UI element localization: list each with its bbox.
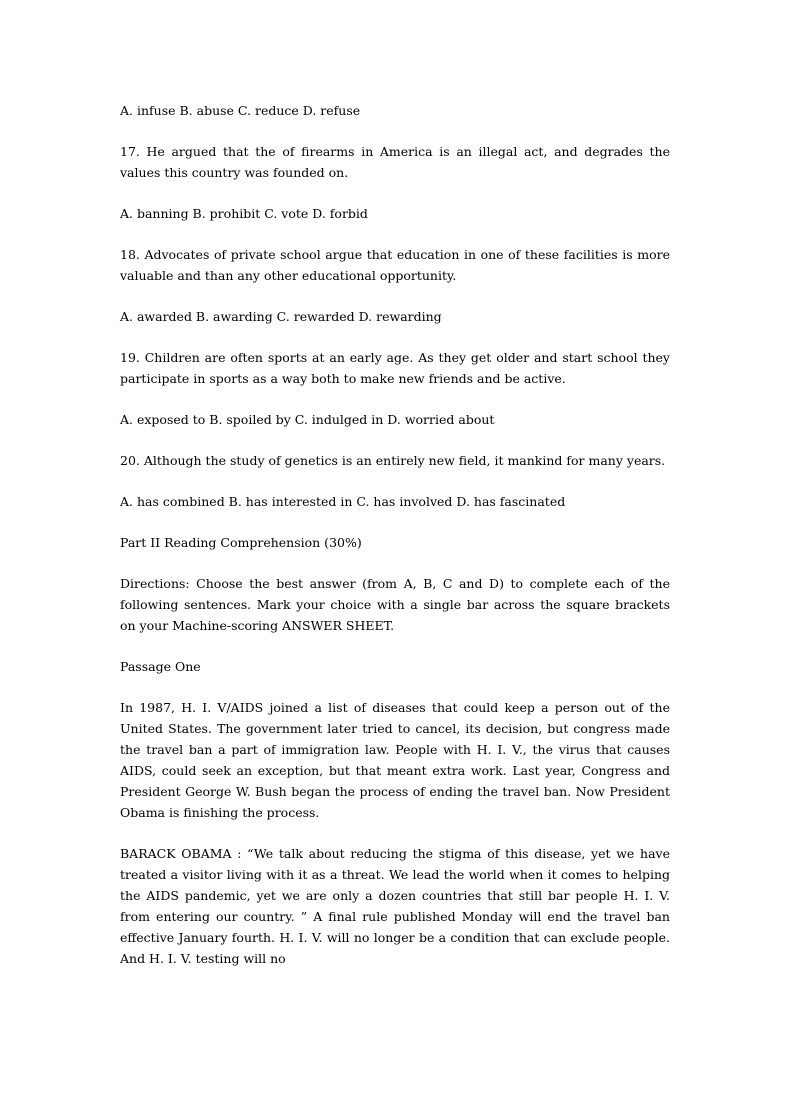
answer-options-20: A. has combined B. has interested in C. has involved D. has fascinated	[120, 494, 566, 509]
answer-options-18: A. awarded B. awarding C. rewarded D. rewarding	[120, 309, 442, 324]
question-18: 18. Advocates of private school argue that education in one of these facilities is more valuable and than any other educational opportunity.	[120, 247, 670, 283]
answer-options-19: A. exposed to B. spoiled by C. indulged in D. worried about	[120, 412, 495, 427]
section-heading: Part II Reading Comprehension (30%)	[120, 535, 362, 550]
answer-options-17: A. banning B. prohibit C. vote D. forbid	[120, 206, 368, 221]
directions: Directions: Choose the best answer (from A, B, C and D) to complete each of the following sentences. Mark your choice with a single bar across the square brackets on your Machine-scoring ANSWER SHEET.	[120, 576, 670, 633]
document-page	[120, 100, 670, 989]
question-17: 17. He argued that the of firearms in America is an illegal act, and degrades the values this country was founded on.	[120, 144, 670, 180]
question-20: 20. Although the study of genetics is an entirely new field, it mankind for many years.	[120, 453, 666, 468]
passage-title: Passage One	[120, 659, 201, 674]
answer-options-16: A. infuse B. abuse C. reduce D. refuse	[120, 103, 361, 118]
passage-paragraph-1: In 1987, H. I. V/AIDS joined a list of diseases that could keep a person out of the United States. The government later tried to cancel, its decision, but congress made the travel ban a part of immigration law. People with H. I. V., the virus that causes AIDS, could seek an exception, but that meant extra work. Last year, Congress and President George W. Bush began the process of ending the travel ban. Now President Obama is finishing the process.	[120, 700, 670, 820]
passage-paragraph-2: BARACK OBAMA : “We talk about reducing the stigma of this disease, yet we have treated a visitor living with it as a threat. We lead the world when it comes to helping the AIDS pandemic, yet we are only a dozen countries that still bar people H. I. V. from entering our country. ” A final rule published Monday will end the travel ban effective January fourth. H. I. V. will no longer be a condition that can exclude people. And H. I. V. testing will no	[120, 846, 670, 966]
question-19: 19. Children are often sports at an early age. As they get older and start school they participate in sports as a way both to make new friends and be active.	[120, 350, 670, 386]
